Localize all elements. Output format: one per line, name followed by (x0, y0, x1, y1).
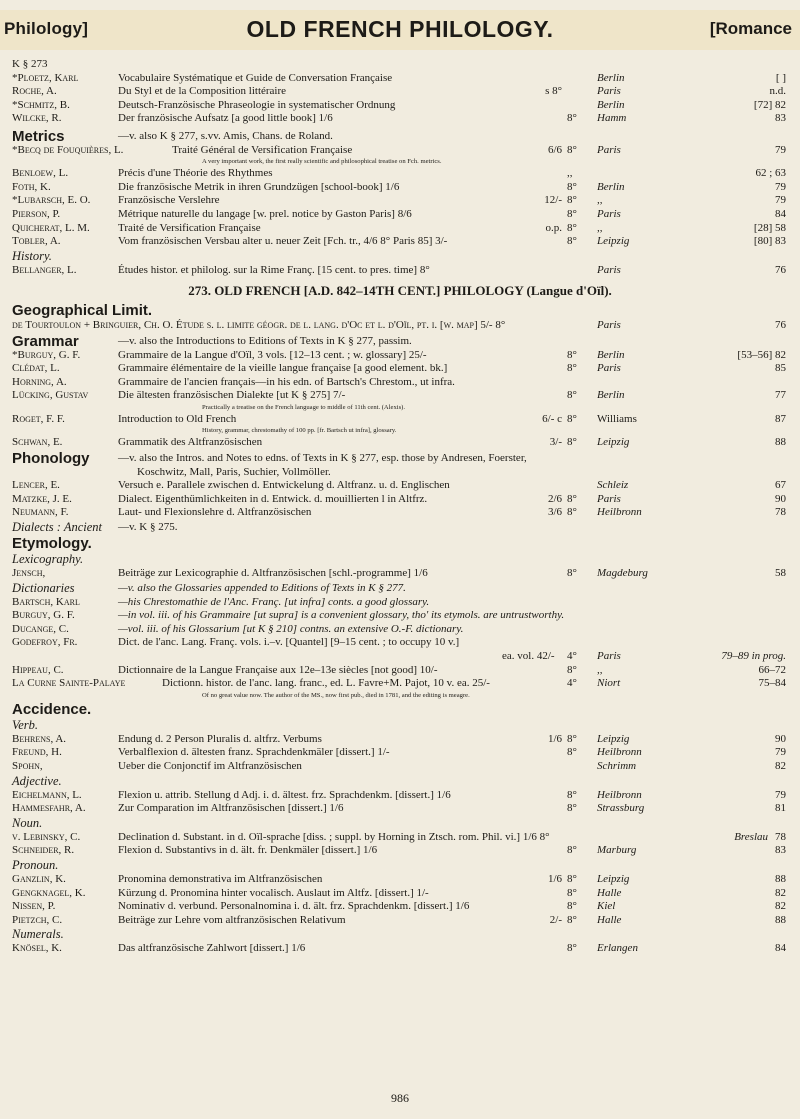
entry-p: s 8° (545, 85, 562, 98)
entry-t: Endung d. 2 Person Pluralis d. altfrz. Verbums (118, 732, 322, 745)
entry-a: Knösel, K. (12, 942, 62, 955)
bibliography-row (12, 376, 788, 390)
entry-c: ,, (597, 221, 603, 234)
entry-a: Foth, K. (12, 180, 51, 193)
entry-n: 84 (775, 207, 786, 220)
noun-heading: Noun. (12, 815, 43, 830)
entry-n: 78 (775, 506, 786, 519)
pronoun-rows (12, 873, 788, 927)
bibliography-row (12, 208, 788, 222)
entry-a: Lücking, Gustav (12, 389, 89, 402)
entry-n: 62 ; 63 (755, 167, 786, 180)
entry-a: Behrens, A. (12, 732, 67, 745)
entry-t: Die französische Metrik in ihren Grundzügen [school-book] 1/6 (118, 180, 400, 193)
entry-s: 8° (567, 348, 577, 361)
bibliography-row: La Curne Sainte-Palaye Dictionn. histor. de l'anc. lang. franc., ed. L. Favre+M. Pajot, 10 v. ea. 25/- 4° Niort 75–84 (12, 677, 786, 690)
entry-s: 8° (567, 112, 577, 125)
bibliography-row: Jensch, Beiträge zur Lexicographie d. Altfranzösischen [schl.-programme] 1/6 8° Magdeburg 58 (12, 567, 786, 580)
entry-n: 90 (775, 732, 786, 745)
bibliography-row (12, 72, 788, 86)
entry-t: Pronomina demonstrativa im Altfranzösischen (118, 872, 323, 885)
grammar-see: —v. also the Introductions to Editions of Texts in K § 277, passim. (118, 334, 412, 347)
bibliography-row (12, 389, 788, 403)
entry-a: Burguy, G. F. (12, 609, 75, 622)
entry-n: [53–56] 82 (737, 348, 786, 361)
entry-t: Das altfranzösische Zahlwort [dissert.] 1/6 (118, 942, 306, 955)
bibliography-row (12, 733, 788, 747)
entry-n: 83 (775, 112, 786, 125)
entry-p: 3/6 (547, 506, 562, 519)
entry-c: Kiel (597, 900, 616, 913)
entry-a: Lencer, E. (12, 479, 60, 492)
lacurne-note: Of no great value now. The author of the MS., now first pub., died in 1781, and the editing is meagre. (202, 691, 470, 699)
entry-c: Berlin (597, 71, 625, 84)
entry-a: Wilcke, R. (12, 112, 62, 125)
entry-t: Grammaire élémentaire de la vieille langue française [a good element. bk.] (118, 362, 448, 375)
metrics-see: —v. also K § 277, s.vv. Amis, Chans. de Roland. (118, 129, 333, 142)
grammar-heading: Grammar (12, 332, 79, 350)
entry-c: Berlin (597, 180, 625, 193)
entry-s: 8° (567, 913, 577, 926)
entry-s: ,, (567, 167, 573, 180)
entry-n: 79 (775, 788, 786, 801)
entry-s: 8° (567, 389, 577, 402)
entry-n: 84 (775, 942, 786, 955)
adjective-rows (12, 789, 788, 816)
bibliography-row (12, 789, 788, 803)
geo-heading: Geographical Limit. (12, 302, 153, 320)
entry-a: Benloew, L. (12, 167, 69, 180)
bibliography-row (12, 802, 788, 816)
dialects-heading: Dialects : Ancient —v. K § 275. (12, 520, 178, 535)
entry-t: Flexion u. attrib. Stellung d Adj. i. d. ältest. frz. Sprachdenkm. [dissert.] 1/6 (118, 788, 451, 801)
phonology-see: —v. also the Intros. and Notes to edns. of Texts in K § 277, esp. those by Andresen, Foerster, (118, 452, 527, 465)
metrics-heading: Metrics (12, 127, 65, 145)
entry-t: Vom französischen Versbau alter u. neuer Zeit [Fch. tr., 4/6 8° Paris 85] 3/- (118, 235, 448, 248)
entry-t: Traité de Versification Française (118, 221, 261, 234)
phonology-heading: Phonology (12, 450, 90, 468)
adjective-heading: Adjective. (12, 773, 62, 788)
bibliography-row (12, 596, 788, 610)
bibliography-row (12, 623, 788, 637)
bibliography-row (12, 746, 788, 760)
entry-p: o.p. (545, 221, 562, 234)
entry-s: 8° (567, 207, 577, 220)
entry-a: Clédat, L. (12, 362, 60, 375)
entry-s: 8° (567, 788, 577, 801)
entry-a: Schneider, R. (12, 844, 75, 857)
pronoun-heading: Pronoun. (12, 857, 59, 872)
entry-t: Dialect. Eigenthümlichkeiten in d. Entwick. d. mouillierten l in Altfrz. (118, 492, 428, 505)
entry-a: Spohn, (12, 759, 43, 772)
entry-a: Eichelmann, L. (12, 788, 82, 801)
entry-s: 8° (567, 221, 577, 234)
entry-t: Laut- und Flexionslehre d. Altfranzösischen (118, 506, 312, 519)
entry-c: Berlin (597, 348, 625, 361)
entry-a: Nissen, P. (12, 900, 56, 913)
entry-t: Grammaire de la Langue d'Oïl, 3 vols. [12–13 cent. ; w. glossary] 25/- (118, 348, 427, 361)
entry-s: 8° (567, 886, 577, 899)
entry-t: Französische Verslehre (118, 194, 220, 207)
entry-t: Kürzung d. Pronomina hinter vocalisch. Auslaut im Altfz. [dissert.] 1/- (118, 886, 429, 899)
entry-t: Versuch e. Parallele zwischen d. Entwickelung d. Altfranz. u. d. Englischen (118, 479, 450, 492)
bibliography-row: Roget, F. F. Introduction to Old French 6/- c 8° Williams 87 (12, 412, 786, 425)
entry-t: Beiträge zur Lehre vom altfranzösischen Relativum (118, 913, 346, 926)
entry-p: 2/- (549, 913, 562, 926)
entry-n: 79 (775, 194, 786, 207)
entry-s: 8° (567, 732, 577, 745)
bibliography-row (12, 760, 788, 774)
section-273-title: 273. OLD FRENCH [A.D. 842–14TH CENT.] PHILOLOGY (Langue d'Oïl). (188, 283, 612, 299)
entry-c: Erlangen (597, 942, 638, 955)
entry-n: 82 (775, 900, 786, 913)
entry-n: n.d. (769, 85, 786, 98)
entry-s: 8° (567, 180, 577, 193)
entry-t: Verbalflexion d. ältesten franz. Sprachdenkmäler [dissert.] 1/- (118, 746, 390, 759)
page-number: 986 (391, 1091, 409, 1105)
entry-n: [28] 58 (753, 221, 786, 234)
entry-a: Horning, A. (12, 375, 67, 388)
entry-s: 8° (567, 506, 577, 519)
entry-s: 8° (567, 872, 577, 885)
entry-c: Heilbronn (597, 506, 642, 519)
entry-c: Berlin (597, 389, 625, 402)
entry-t: Nominativ d. verbund. Personalnomina i. d. ält. frz. Sprachdenkm. [dissert.] 1/6 (118, 900, 470, 913)
bibliography-row (12, 222, 788, 236)
entry-c: ,, (597, 194, 603, 207)
entry-p: 2/6 (547, 492, 562, 505)
entry-c: Hamm (597, 112, 627, 125)
entry-a: Freund, H. (12, 746, 62, 759)
entry-n: [ ] (775, 71, 786, 84)
entry-a: Hammesfahr, A. (12, 802, 86, 815)
page-body (12, 58, 788, 956)
numerals-heading: Numerals. (12, 927, 64, 942)
verb-rows (12, 733, 788, 774)
entry-t: Grammaire de l'ancien français—in his edn. of Bartsch's Chrestom., ut infra. (118, 375, 455, 388)
entry-c: Strassburg (597, 802, 645, 815)
entry-n: 88 (775, 913, 786, 926)
entry-c: Paris (597, 492, 621, 505)
bibliography-row (12, 362, 788, 376)
phonology-see-2: Koschwitz, Mall, Paris, Suchier, Vollmöller. (137, 465, 331, 478)
bibliography-row (12, 887, 788, 901)
lexicography-heading: Lexicography. (12, 552, 84, 567)
entry-s: 8° (567, 942, 577, 955)
entry-a: Gengknagel, K. (12, 886, 86, 899)
entry-s: 8° (567, 492, 577, 505)
lucking-note: Practically a treatise on the French language to middle of 11th cent. (Alexis). (202, 403, 405, 411)
entry-n: 79 (775, 746, 786, 759)
entry-n: 82 (775, 759, 786, 772)
bibliography-row (12, 942, 788, 956)
entry-a: Matzke, J. E. (12, 492, 72, 505)
entry-n: 85 (775, 362, 786, 375)
entry-n: [72] 82 (753, 98, 786, 111)
geo-row: de Tourtoulon + Bringuier, Ch. O. Étude s. l. limite géogr. de l. lang. d'Oc et l. d'Oïl, pt. i. [w. map] 5/- 8° Paris 76 (12, 319, 786, 332)
entry-n: 77 (775, 389, 786, 402)
entry-c: Berlin (597, 98, 625, 111)
entry-c: Heilbronn (597, 788, 642, 801)
entry-a: Bartsch, Karl (12, 595, 80, 608)
bibliography-row (12, 85, 788, 99)
entry-s: 8° (567, 746, 577, 759)
header-title: OLD FRENCH PHILOLOGY. (246, 16, 554, 42)
entry-t: Flexion d. Substantivs in d. ält. fr. Denkmäler [dissert.] 1/6 (118, 844, 378, 857)
entry-a: Ducange, C. (12, 622, 69, 635)
entry-a: *Burguy, G. F. (12, 348, 81, 361)
entry-a: Neumann, F. (12, 506, 69, 519)
section-ref: K § 273 (12, 58, 48, 70)
entry-c: Marburg (597, 844, 637, 857)
bibliography-row: *Becq de Fouquières, L. Traité Général de Versification Française 6/6 8° Paris 79 (12, 143, 786, 156)
entry-n: 88 (775, 872, 786, 885)
roget-note: History, grammar, chrestomathy of 100 pp. [fr. Bartsch ut infra], glossary. (202, 427, 397, 435)
entry-n: [80] 83 (753, 235, 786, 248)
entry-n: 67 (775, 479, 786, 492)
bibliography-row: Schwan, E. Grammatik des Altfranzösischen 3/- 8° Leipzig 88 (12, 436, 786, 449)
bibliography-row (12, 167, 788, 181)
bibliography-row (12, 349, 788, 363)
noun-rows (12, 844, 788, 858)
entry-a: Pietzch, C. (12, 913, 63, 926)
bibliography-row (12, 506, 788, 520)
bibliography-row (12, 194, 788, 208)
entry-t: Du Styl et de la Composition littéraire (118, 85, 287, 98)
entry-a: *Ploetz, Karl (12, 71, 79, 84)
entry-a: Ganzlin, K. (12, 872, 66, 885)
entry-n: 83 (775, 844, 786, 857)
numeral-rows (12, 942, 788, 956)
history-heading: History. (12, 248, 52, 263)
entry-c: Heilbronn (597, 746, 642, 759)
bibliography-row (12, 493, 788, 507)
entry-s: 8° (567, 844, 577, 857)
bibliography-row (12, 873, 788, 887)
entry-a: Tobler, A. (12, 235, 61, 248)
entry-t: Vocabulaire Systématique et Guide de Conversation Française (118, 71, 393, 84)
grammar-rows (12, 349, 788, 403)
entry-s: 8° (567, 362, 577, 375)
entry-s: 8° (567, 900, 577, 913)
entry-n: 90 (775, 492, 786, 505)
bibliography-row-cont: ea. vol. 42/- 4° Paris 79–89 in prog. (502, 650, 786, 662)
entry-t: Deutsch-Französische Phraseologie in systematischer Ordnung (118, 98, 396, 111)
bibliography-row (12, 844, 788, 858)
bibliography-row: Godefroy, Fr. Dict. de l'anc. Lang. Franç. vols. i.–v. [Quantel] [9–15 cent. ; to occupy 10 v.] (12, 636, 460, 649)
accidence-heading: Accidence. (12, 700, 92, 718)
entry-n: 79 (775, 180, 786, 193)
becq-note: A very important work, the first really scientific and philosophical treatise on Fch. metrics. (202, 158, 442, 166)
header-left: Philology] (4, 19, 89, 38)
entry-c: Schleiz (597, 479, 629, 492)
entry-t: —in vol. iii. of his Grammaire [ut supra] is a convenient glossary, tho' its etymols. are untrustworthy. (118, 609, 565, 622)
entry-c: Leipzig (597, 235, 630, 248)
entry-t: Die ältesten französischen Dialekte [ut K § 275] 7/- (118, 389, 346, 402)
bibliography-row (12, 914, 788, 928)
entry-s: 8° (567, 194, 577, 207)
entry-t: —his Chrestomathie de l'Anc. Franç. [ut infra] conts. a good glossary. (118, 595, 430, 608)
bibliography-row (12, 99, 788, 113)
verb-heading: Verb. (12, 717, 39, 732)
entry-t: Précis d'une Théorie des Rhythmes (118, 167, 273, 180)
entry-c: Leipzig (597, 732, 630, 745)
entry-p: 1/6 (547, 872, 562, 885)
entry-s: 8° (567, 235, 577, 248)
entry-p: 1/6 (547, 732, 562, 745)
entry-c: Halle (597, 886, 622, 899)
entry-a: *Schmitz, B. (12, 98, 70, 111)
bibliography-row (12, 235, 788, 249)
entry-c: Paris (597, 207, 621, 220)
entry-a: Quicherat, L. M. (12, 221, 90, 234)
metrics-rows (12, 167, 788, 249)
entry-a: *Lubarsch, E. O. (12, 194, 91, 207)
entry-c: Paris (597, 85, 621, 98)
entry-t: Métrique naturelle du langage [w. prel. notice by Gaston Paris] 8/6 (118, 207, 412, 220)
entry-s: 8° (567, 802, 577, 815)
entry-t: Zur Comparation im Altfranzösischen [dissert.] 1/6 (118, 802, 344, 815)
entry-a: Roche, A. (12, 85, 57, 98)
dictionaries-heading: Dictionaries —v. also the Glossaries appended to Editions of Texts in K § 277. (12, 580, 406, 595)
entry-p: 12/- (544, 194, 562, 207)
bibliography-row (12, 900, 788, 914)
entry-t: Ueber die Conjonctif im Altfranzösischen (118, 759, 302, 772)
phonology-rows (12, 479, 788, 520)
entry-a: Pierson, P. (12, 207, 61, 220)
etymology-heading: Etymology. (12, 535, 92, 553)
running-header (0, 10, 800, 50)
entry-c: Schrimm (597, 759, 637, 772)
entry-c: Halle (597, 913, 622, 926)
bibliography-row: v. Lebinsky, C. Declination d. Substant. in d. Oïl-sprache [diss. ; suppl. by Horning in Ztsch. rom. Phil. vi.] 1/6 8° Breslau 78 (12, 830, 786, 843)
bibliography-row (12, 479, 788, 493)
header-right: [Romance (709, 19, 792, 38)
entry-n: 81 (775, 802, 786, 815)
entry-t: Der französische Aufsatz [a good little book] 1/6 (118, 112, 333, 125)
bibliography-row (12, 609, 788, 623)
entry-t: —vol. iii. of his Glossarium [ut K § 210] contns. an extensive O.-F. dictionary. (118, 622, 464, 635)
entry-n: 82 (775, 886, 786, 899)
entry-c: Leipzig (597, 872, 630, 885)
dictionary-rows (12, 596, 788, 637)
bibliography-row: Bellanger, L. Études histor. et philolog. sur la Rime Franç. [15 cent. to pres. time] 8° Paris 76 (12, 263, 786, 276)
entry-c: Paris (597, 362, 621, 375)
bibliography-row: Hippeau, C. Dictionnaire de la Langue Française aux 12e–13e siècles [not good] 10/- 8° ,, 66–72 (12, 663, 786, 676)
bibliography-row (12, 181, 788, 195)
bibliography-row (12, 112, 788, 126)
top-rows (12, 72, 788, 126)
